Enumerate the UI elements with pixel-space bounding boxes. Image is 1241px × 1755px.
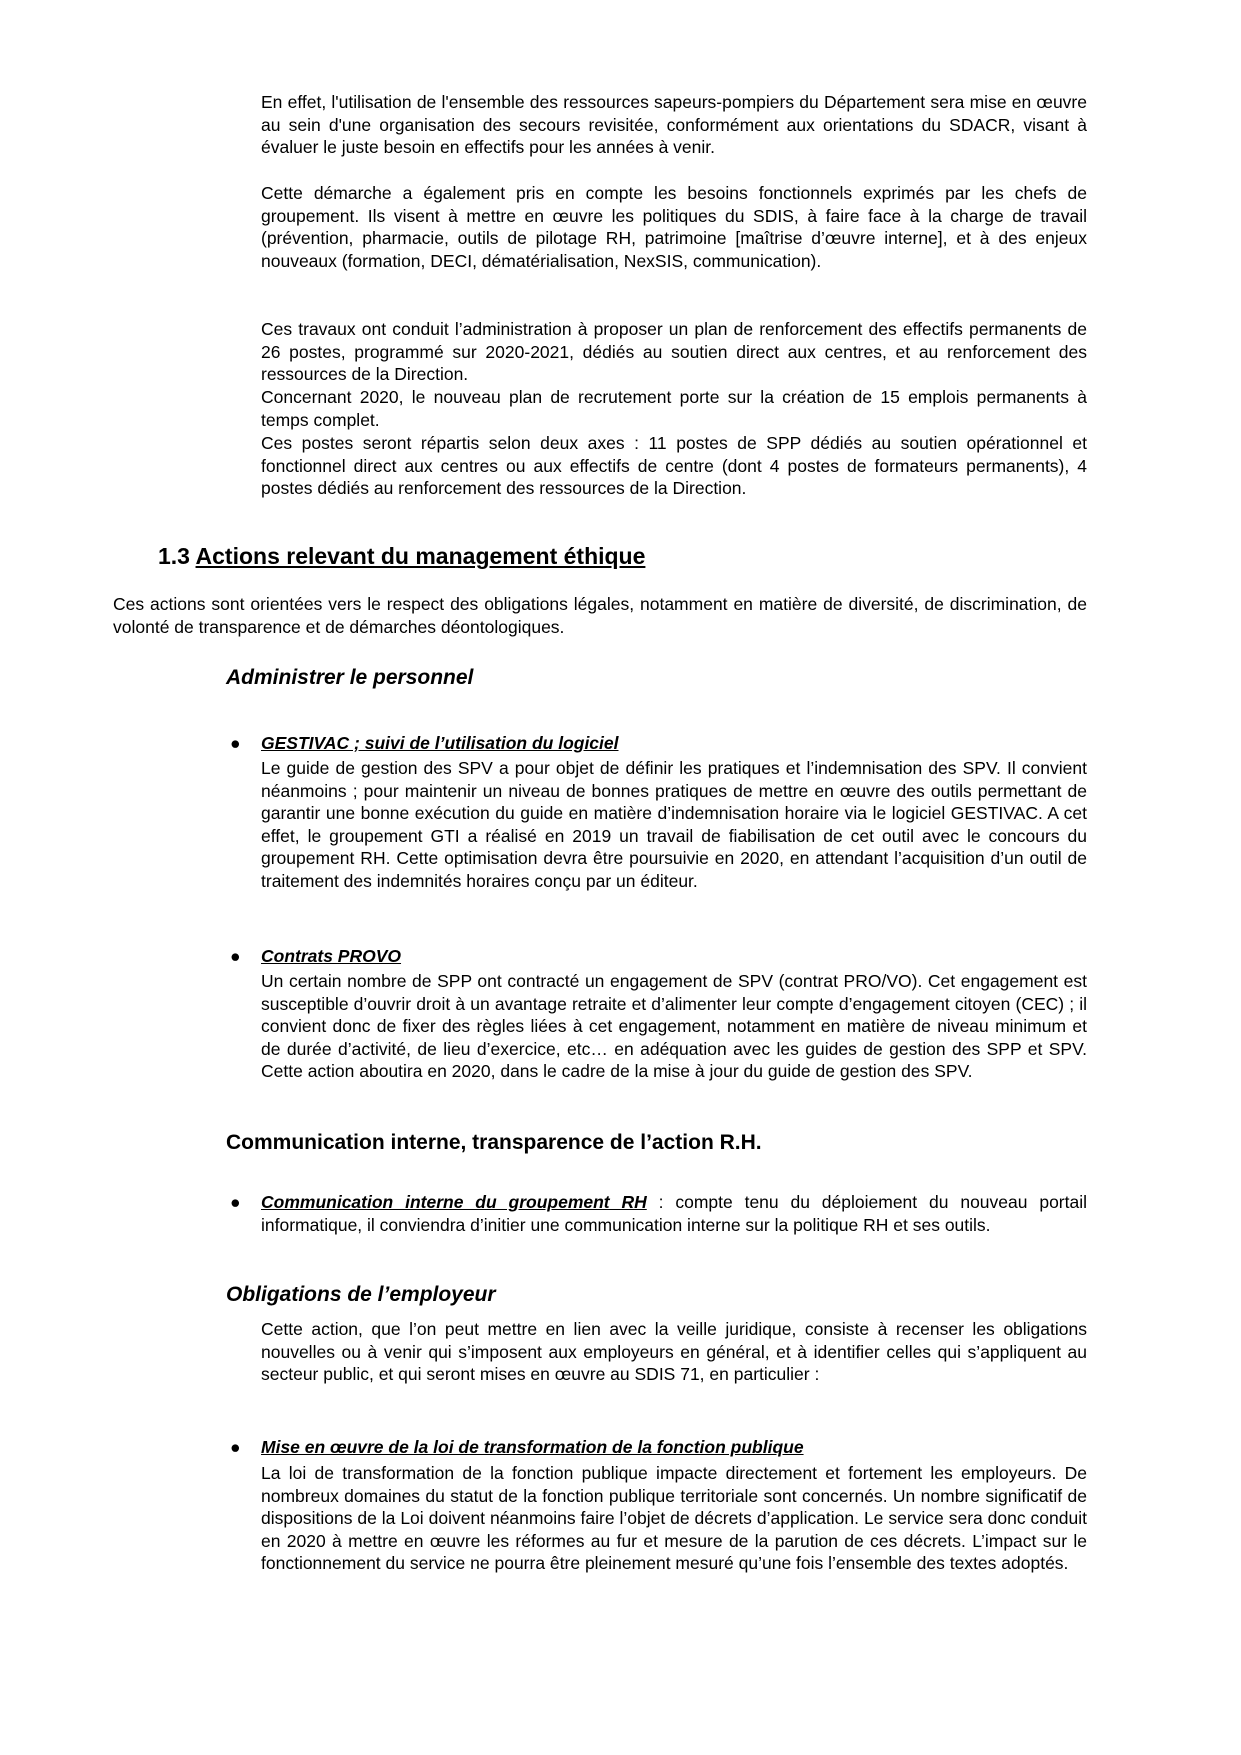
bullet-icon: ●	[230, 1437, 241, 1457]
communication-item	[261, 1191, 1087, 1236]
gestivac-body: Le guide de gestion des SPV a pour objet de définir les pratiques et l’indemnisation des SPV. Il convient néanmoins ; pour maintenir un niveau de bonnes pratiques de mettre en œuvre des outils permettant de garantir une bonne exécution du guide en matière d’indemnisation horaire via le logiciel GESTIVAC. A cet effet, le groupement GTI a réalisé en 2019 un travail de fiabilisation de cet outil avec le concours du groupement RH. Cette optimisation devra être poursuivie en 2020, en attendant l’acquisition d’un outil de traitement des indemnités horaires conçu par un éditeur.	[261, 758, 1087, 891]
subheading-administrer: Administrer le personnel	[226, 666, 474, 689]
section-title: Actions relevant du management éthique	[195, 543, 646, 569]
loi-title	[261, 1436, 1087, 1459]
section-intro: Ces actions sont orientées vers le respect des obligations légales, notamment en matière de diversité, de discrimination, de volonté de transparence et de démarches déontologiques.	[113, 594, 1087, 637]
loi-body: La loi de transformation de la fonction publique impacte directement et fortement les employeurs. De nombreux domaines du statut de la fonction publique territoriale sont concernés. Un nombre significatif de dispositions de la Loi doivent néanmoins faire l’objet de décrets d’application. Le service sera donc conduit en 2020 à mettre en œuvre les réformes au fur et mesure de la parution de ces décrets. L’impact sur le fonctionnement du service ne pourra être pleinement mesuré qu’une fois l’ensemble des textes adoptés.	[261, 1463, 1087, 1574]
subheading-communication: Communication interne, transparence de l’action R.H.	[226, 1131, 762, 1154]
intro-paragraph-1: En effet, l'utilisation de l'ensemble des ressources sapeurs-pompiers du Département sera mise en œuvre au sein d'une organisation des secours revisitée, conformément aux orientations du SDACR, visant à évaluer le juste besoin en effectifs pour les années à venir.	[261, 92, 1087, 158]
section-heading	[158, 543, 645, 570]
loi-title-text: Mise en œuvre de la loi de transformation de la fonction publique	[261, 1437, 804, 1457]
intro-paragraph-3: Ces travaux ont conduit l’administration à proposer un plan de renforcement des effectifs permanents de 26 postes, programmé sur 2020-2021, dédiés au soutien direct aux centres, et au renforcement des ressources de la Direction.	[261, 319, 1087, 385]
intro-paragraph-4: Concernant 2020, le nouveau plan de recrutement porte sur la création de 15 emplois permanents à temps complet.	[261, 387, 1087, 430]
provo-title	[261, 945, 1087, 968]
gestivac-title	[261, 732, 1087, 755]
communication-item-body: : compte tenu du déploiement du nouveau portail informatique, il conviendra d’initier une communication interne sur la politique RH et ses outils.	[261, 1192, 1087, 1235]
subheading-obligations: Obligations de l’employeur	[226, 1283, 496, 1306]
gestivac-title-text: GESTIVAC ; suivi de l’utilisation du logiciel	[261, 733, 619, 753]
communication-item-title: Communication interne du groupement RH	[261, 1192, 647, 1212]
provo-title-text: Contrats PROVO	[261, 946, 402, 966]
intro-paragraph-2: Cette démarche a également pris en compte les besoins fonctionnels exprimés par les chefs de groupement. Ils visent à mettre en œuvre les politiques du SDIS, à faire face à la charge de travail (prévention, pharmacie, outils de pilotage RH, patrimoine [maîtrise d’œuvre interne], et à des enjeux nouveaux (formation, DECI, dématérialisation, NexSIS, communication).	[261, 183, 1087, 271]
section-number: 1.3	[158, 543, 190, 569]
obligations-intro: Cette action, que l’on peut mettre en lien avec la veille juridique, consiste à recenser les obligations nouvelles ou à venir qui s’imposent aux employeurs en général, et à identifier celles qui s’appliquent au secteur public, et qui seront mises en œuvre au SDIS 71, en particulier :	[261, 1319, 1087, 1385]
bullet-icon: ●	[230, 946, 241, 966]
bullet-icon: ●	[230, 1192, 241, 1212]
provo-body: Un certain nombre de SPP ont contracté un engagement de SPV (contrat PRO/VO). Cet engagement est susceptible d’ouvrir droit à un avantage retraite et d’alimenter leur compte d’engagement citoyen (CEC) ; il convient donc de fixer des règles liées à cet engagement, notamment en matière de niveau minimum et de durée d’activité, de lieu d’exercice, etc… en adéquation avec les guides de gestion des SPP et SPV. Cette action aboutira en 2020, dans le cadre de la mise à jour du guide de gestion des SPV.	[261, 971, 1087, 1082]
bullet-icon: ●	[230, 733, 241, 753]
intro-paragraph-5: Ces postes seront répartis selon deux axes : 11 postes de SPP dédiés au soutien opérationnel et fonctionnel direct aux centres ou aux effectifs de centre (dont 4 postes de formateurs permanents), 4 postes dédiés au renforcement des ressources de la Direction.	[261, 433, 1087, 499]
